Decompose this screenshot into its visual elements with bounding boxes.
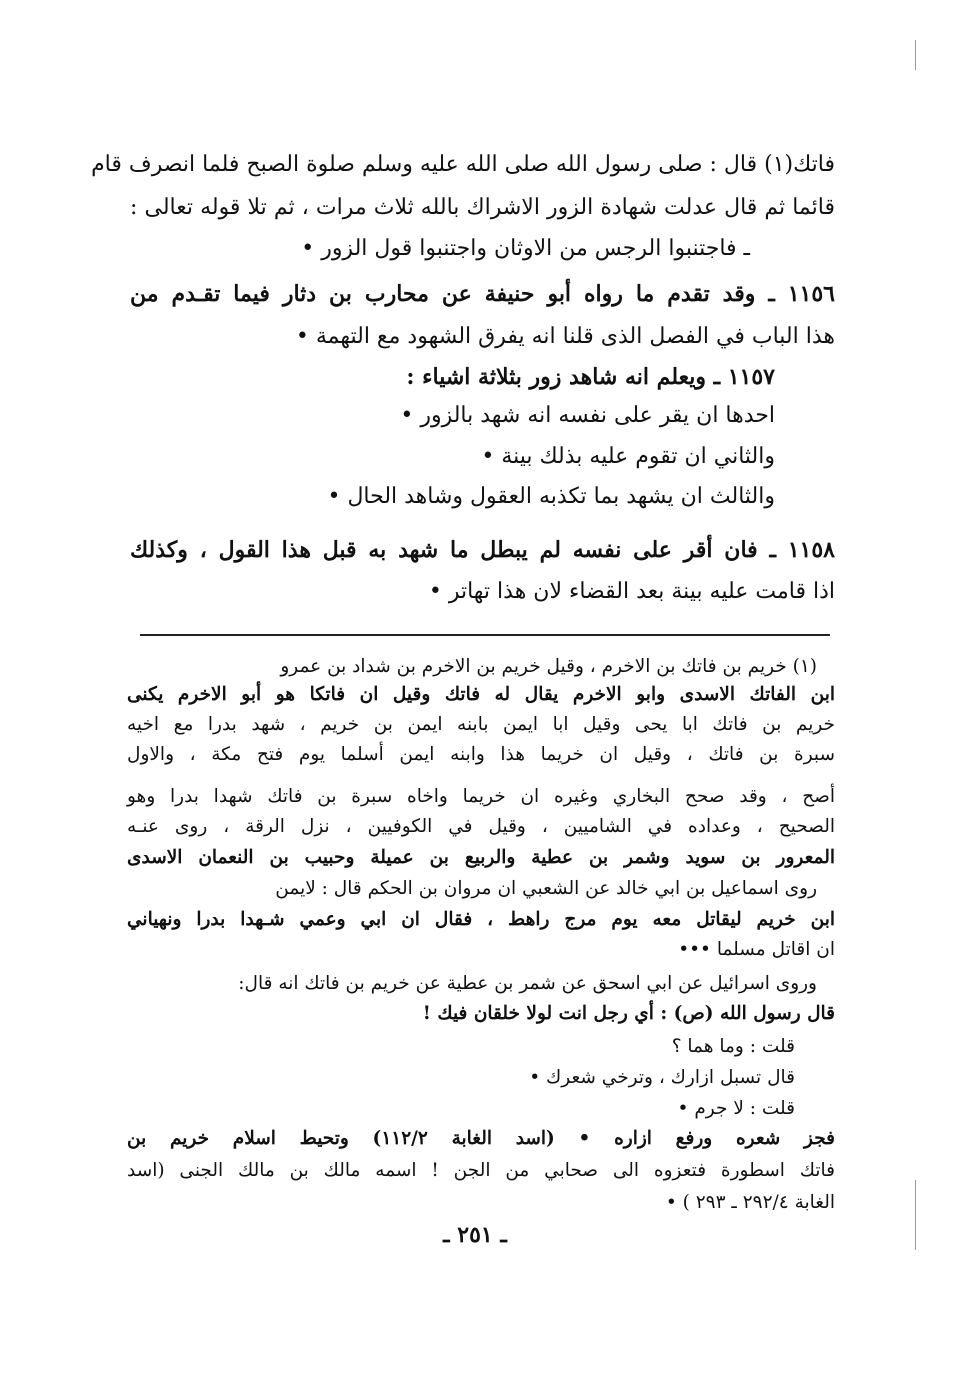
footnote-line-8: روى اسماعيل بن ابي خالد عن الشعبي ان مروان بن الحكم قال : لايمن: [275, 878, 817, 899]
footnote-line-16: فجز شعره ورفع ازاره • (اسد الغابة ١١٢/٢) وتحيط اسلام خريم بن: [127, 1128, 836, 1149]
main-line-6-para-1157: ١١٥٧ ـ ويعلم انه شاهد زور بثلاثة اشياء :: [406, 364, 775, 390]
footnote-line-1: (١) خريم بن فاتك بن الاخرم ، وقيل خريم بن الاخرم بن شداد بن عمرو: [280, 656, 817, 677]
main-line-9: والثالث ان يشهد بما تكذبه العقول وشاهد الحال •: [327, 484, 775, 509]
page-number: ـ ٢٥١ ـ: [443, 1222, 507, 1248]
main-line-2: قائما ثم قال عدلت شهادة الزور الاشراك بالله ثلاث مرات ، ثم تلا قوله تعالى :: [130, 195, 835, 220]
footnote-separator: [140, 634, 830, 636]
footnote-line-10: ان اقاتل مسلما •••: [678, 939, 835, 960]
footnote-line-13: قلت : وما هما ؟: [671, 1036, 795, 1057]
main-line-10-para-1158: ١١٥٨ ـ فان أقر على نفسه لم يبطل ما شهد به قبل هذا القول ، وكذلك: [130, 537, 835, 563]
scan-margin-mark-bottom: [915, 1180, 916, 1250]
main-line-5: هذا الباب في الفصل الذى قلنا انه يفرق الشهود مع التهمة •: [295, 324, 835, 349]
footnote-line-17: فاتك اسطورة فتعزوه الى صحابي من الجن ! اسمه مالك بن مالك الجنى (اسد: [127, 1160, 835, 1181]
footnote-line-7: المعرور بن سويد وشمر بن عطية والربيع بن عميلة وحبيب بن النعمان الاسدى: [127, 847, 835, 868]
scan-margin-mark-top: [915, 40, 916, 70]
footnote-line-11: وروى اسرائيل عن ابي اسحق عن شمر بن عطية عن خريم بن فاتك انه قال:: [238, 973, 817, 994]
footnote-line-15: قلت : لا جرم •: [677, 1098, 795, 1119]
main-line-3: ـ فاجتنبوا الرجس من الاوثان واجتنبوا قول الزور •: [301, 236, 750, 261]
footnote-line-2: ابن الفاتك الاسدى وابو الاخرم يقال له فاتك وقيل ان فاتكا هو أبو الاخرم يكنى: [127, 684, 835, 705]
main-line-1: فاتك(١) قال : صلى رسول الله صلى الله عليه وسلم صلوة الصبح فلما انصرف قام: [91, 152, 835, 177]
footnote-line-6: الصحيح ، وعداده في الشاميين ، وقيل في الكوفيين ، نزل الرقة ، روى عنـه: [127, 816, 835, 837]
main-line-7: احدها ان يقر على نفسه انه شهد بالزور •: [400, 403, 775, 428]
footnote-line-4: سبرة بن فاتك ، وقيل ان خريما هذا وابنه ايمن أسلما يوم فتح مكة ، والاول: [127, 744, 835, 765]
main-line-4-para-1156: ١١٥٦ ـ وقد تقدم ما رواه أبو حنيفة عن محارب بن دثار فيما تقـدم من: [130, 281, 835, 307]
footnote-line-14: قال تسبل ازارك ، وترخي شعرك •: [529, 1067, 795, 1088]
footnote-line-5: أصح ، وقد صحح البخاري وغيره ان خريما واخاه سبرة بن فاتك شهدا بدرا وهو: [127, 786, 835, 807]
main-line-8: والثاني ان تقوم عليه بذلك بينة •: [481, 444, 775, 469]
footnote-line-9: ابن خريم ليقاتل معه يوم مرج راهط ، فقال ان ابي وعمي شـهدا بدرا ونهياني: [127, 909, 835, 930]
main-line-11: اذا قامت عليه بينة بعد القضاء لان هذا تهاتر •: [428, 579, 835, 604]
footnote-line-18: الغابة ٢٩٢/٤ ـ ٢٩٣ ) •: [665, 1192, 835, 1213]
footnote-line-3: خريم بن فاتك ابا يحى وقيل ابا ايمن بابنه ايمن بن خريم ، شهد بدرا مع اخيه: [127, 714, 835, 735]
footnote-line-12: قال رسول الله (ص) : أي رجل انت لولا خلقان فيك !: [422, 1003, 835, 1024]
